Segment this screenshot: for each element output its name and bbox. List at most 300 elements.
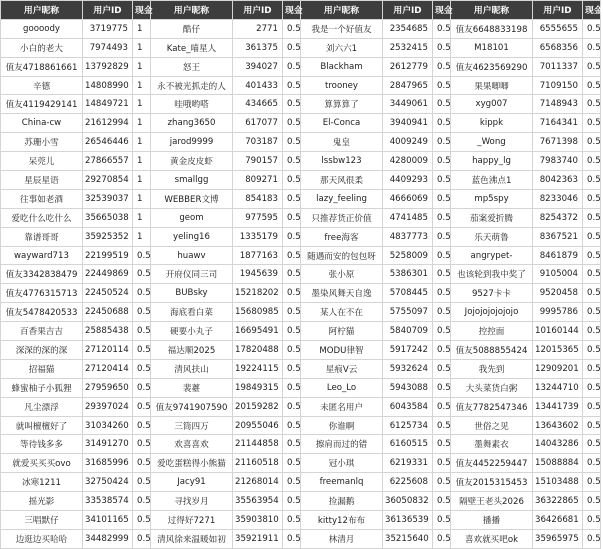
cash-cell: 0.5 (583, 208, 601, 227)
cash-cell: 0.5 (283, 114, 301, 133)
user-id-cell: 2612779 (383, 57, 433, 76)
nickname-cell: 永不被光抓走的人 (151, 76, 233, 95)
cash-cell: 0.5 (133, 454, 151, 473)
user-id-cell: 27866557 (83, 152, 133, 171)
column-header: 用户昵称 (151, 1, 233, 20)
nickname-cell: kitty12布布 (301, 511, 383, 530)
user-id-cell: 32539037 (83, 189, 133, 208)
user-id-cell: 34101165 (83, 511, 133, 530)
user-id-cell: 13643602 (533, 416, 583, 435)
cash-cell: 0.5 (583, 76, 601, 95)
cash-cell: 0.5 (433, 435, 451, 454)
table-row (1, 133, 601, 152)
cash-cell: 0.5 (133, 529, 151, 548)
cash-cell: 0.5 (283, 359, 301, 378)
cash-cell: 0.5 (433, 265, 451, 284)
nickname-cell: 爱吃什么吃什么 (1, 208, 83, 227)
user-id-cell: 9105004 (533, 265, 583, 284)
user-id-cell: 434665 (233, 95, 283, 114)
user-id-cell: 27959650 (83, 378, 133, 397)
cash-cell: 0.5 (283, 152, 301, 171)
user-id-cell: 5755097 (383, 303, 433, 322)
nickname-cell: 往事如老酒 (1, 189, 83, 208)
table-row (1, 322, 601, 341)
table-row (1, 511, 601, 530)
cash-cell: 0.5 (583, 38, 601, 57)
cash-cell: 0.5 (133, 246, 151, 265)
user-id-cell: 36136539 (383, 511, 433, 530)
user-id-cell: 6555655 (533, 19, 583, 38)
user-id-cell: 9520458 (533, 284, 583, 303)
cash-cell: 0.5 (583, 133, 601, 152)
nickname-cell: China-cw (1, 114, 83, 133)
nickname-cell: Jacy91 (151, 473, 233, 492)
nickname-cell: 值友4119429141 (1, 95, 83, 114)
user-id-cell: 4280009 (383, 152, 433, 171)
column-header: 用户昵称 (451, 1, 533, 20)
user-id-cell: 8461879 (533, 246, 583, 265)
cash-cell: 0.5 (133, 265, 151, 284)
user-id-cell: 4409293 (383, 171, 433, 190)
user-id-cell: 21160518 (233, 454, 283, 473)
user-id-cell: 4009249 (383, 133, 433, 152)
table-row (1, 265, 601, 284)
user-id-cell: 31685996 (83, 454, 133, 473)
nickname-cell: 怒王 (151, 57, 233, 76)
cash-cell: 0.5 (283, 511, 301, 530)
nickname-cell: _Wong (451, 133, 533, 152)
nickname-cell: M18101 (451, 38, 533, 57)
nickname-cell: 值友6648833198 (451, 19, 533, 38)
cash-cell: 0.5 (283, 133, 301, 152)
user-id-cell: 35215640 (383, 529, 433, 548)
nickname-cell: 凡尘漂浮 (1, 397, 83, 416)
nickname-cell: 小白的老大 (1, 38, 83, 57)
user-id-cell: 854183 (233, 189, 283, 208)
cash-cell: 0.5 (583, 492, 601, 511)
table-row (1, 171, 601, 190)
cash-cell: 0.5 (283, 378, 301, 397)
user-id-cell: 12909201 (533, 359, 583, 378)
cash-cell: 0.5 (433, 529, 451, 548)
nickname-cell: 喜欢就买吧ok (451, 529, 533, 548)
nickname-cell: 爱吃蛋糕得小熊猫 (151, 454, 233, 473)
cash-cell: 0.5 (583, 435, 601, 454)
table-row (1, 492, 601, 511)
cash-cell: 1 (133, 114, 151, 133)
nickname-cell: Kate_喵星人 (151, 38, 233, 57)
user-id-cell: 1945639 (233, 265, 283, 284)
column-header: 现金 (133, 1, 151, 20)
table-row (1, 189, 601, 208)
nickname-cell: WEBBER文博 (151, 189, 233, 208)
cash-cell: 0.5 (283, 454, 301, 473)
nickname-cell: 冠小琪 (301, 454, 383, 473)
user-id-cell: 361375 (233, 38, 283, 57)
nickname-cell: 只推荐货正价值 (301, 208, 383, 227)
nickname-cell: wayward713 (1, 246, 83, 265)
table-row (1, 378, 601, 397)
user-id-cell: 2771 (233, 19, 283, 38)
cash-cell: 0.5 (583, 378, 601, 397)
nickname-cell: 蓝色沸点1 (451, 171, 533, 190)
cash-cell: 0.5 (133, 341, 151, 360)
user-id-cell: 7109150 (533, 76, 583, 95)
nickname-cell: 播播 (451, 511, 533, 530)
cash-cell: 1 (133, 57, 151, 76)
user-id-cell: 27120114 (83, 341, 133, 360)
nickname-cell: MODU律智 (301, 341, 383, 360)
cash-cell: 0.5 (583, 322, 601, 341)
cash-cell: 0.5 (583, 57, 601, 76)
nickname-cell: 值友3342838479 (1, 265, 83, 284)
user-id-cell: 33538574 (83, 492, 133, 511)
cash-cell: 0.5 (133, 492, 151, 511)
nickname-cell: 算算算了 (301, 95, 383, 114)
user-id-cell: 617077 (233, 114, 283, 133)
nickname-cell: 值友9741907590 (151, 397, 233, 416)
nickname-cell: 擦肩而过的错 (301, 435, 383, 454)
user-id-cell: 7011337 (533, 57, 583, 76)
nickname-cell: 值友7782547346 (451, 397, 533, 416)
cash-cell: 0.5 (433, 76, 451, 95)
column-header: 用户ID (83, 1, 133, 20)
user-id-cell: 29270854 (83, 171, 133, 190)
table-body (1, 19, 601, 548)
user-id-cell: 20955046 (233, 416, 283, 435)
cash-cell: 0.5 (283, 189, 301, 208)
cash-cell: 0.5 (433, 511, 451, 530)
nickname-cell: 欢喜喜欢 (151, 435, 233, 454)
nickname-cell: zhang3650 (151, 114, 233, 133)
cash-cell: 0.5 (283, 492, 301, 511)
cash-cell: 1 (133, 133, 151, 152)
cash-cell: 0.5 (133, 303, 151, 322)
user-id-cell: 35965975 (533, 529, 583, 548)
user-id-cell: 10160144 (533, 322, 583, 341)
table-row (1, 473, 601, 492)
nickname-cell: 我先到 (451, 359, 533, 378)
cash-cell: 1 (133, 189, 151, 208)
user-id-cell: 29397024 (83, 397, 133, 416)
nickname-cell: 值友2015315453 (451, 473, 533, 492)
user-id-cell: 8233046 (533, 189, 583, 208)
cash-cell: 0.5 (433, 171, 451, 190)
nickname-cell: 裴薹 (151, 378, 233, 397)
nickname-cell: angrypet- (451, 246, 533, 265)
table-row (1, 454, 601, 473)
cash-cell: 0.5 (433, 152, 451, 171)
table-row (1, 529, 601, 548)
table-row (1, 227, 601, 246)
nickname-cell: mp5spy (451, 189, 533, 208)
cash-cell: 0.5 (133, 511, 151, 530)
nickname-cell: 捡漏鹅 (301, 492, 383, 511)
user-id-cell: 790157 (233, 152, 283, 171)
nickname-cell: 黄金皮皮虾 (151, 152, 233, 171)
cash-cell: 0.5 (433, 454, 451, 473)
nickname-cell: 果果唧唧 (451, 76, 533, 95)
nickname-cell: jarod9999 (151, 133, 233, 152)
nickname-cell: 值友4623569290 (451, 57, 533, 76)
user-id-cell: 394027 (233, 57, 283, 76)
cash-cell: 0.5 (583, 19, 601, 38)
user-id-cell: 34482999 (83, 529, 133, 548)
nickname-cell: 清风徐来温暖如初 (151, 529, 233, 548)
cash-cell: 0.5 (283, 171, 301, 190)
cash-cell: 0.5 (133, 435, 151, 454)
user-id-cell: 6219331 (383, 454, 433, 473)
cash-cell: 0.5 (283, 322, 301, 341)
user-id-cell: 14808990 (83, 76, 133, 95)
cash-cell: 0.5 (433, 57, 451, 76)
user-id-cell: 8042363 (533, 171, 583, 190)
user-id-cell: 25885438 (83, 322, 133, 341)
nickname-cell: 刘六六1 (301, 38, 383, 57)
user-id-cell: 15103488 (533, 473, 583, 492)
cash-cell: 1 (133, 171, 151, 190)
user-id-cell: 7148943 (533, 95, 583, 114)
nickname-cell: BUBsky (151, 284, 233, 303)
nickname-cell: 寻找岁月 (151, 492, 233, 511)
cash-cell: 0.5 (433, 208, 451, 227)
nickname-cell: 靠谱哥哥 (1, 227, 83, 246)
table-header-row (1, 1, 601, 20)
user-id-cell: 22199519 (83, 246, 133, 265)
cash-cell: 0.5 (583, 303, 601, 322)
cash-cell: 0.5 (283, 397, 301, 416)
user-id-cell: 977595 (233, 208, 283, 227)
nickname-cell: 等待钱多多 (1, 435, 83, 454)
nickname-cell: trooney (301, 76, 383, 95)
table-row (1, 95, 601, 114)
user-id-cell: 21144858 (233, 435, 283, 454)
cash-cell: 0.5 (133, 284, 151, 303)
user-id-cell: 6160515 (383, 435, 433, 454)
column-header: 用户昵称 (1, 1, 83, 20)
nickname-cell: 也该轮到我中奖了 (451, 265, 533, 284)
table-row (1, 38, 601, 57)
cash-cell: 0.5 (433, 189, 451, 208)
user-id-cell: 4741485 (383, 208, 433, 227)
column-header: 现金 (583, 1, 601, 20)
cash-cell: 0.5 (433, 359, 451, 378)
cash-cell: 0.5 (583, 284, 601, 303)
table-row (1, 152, 601, 171)
table-row (1, 114, 601, 133)
cash-cell: 0.5 (283, 208, 301, 227)
nickname-cell: 招福猫 (1, 359, 83, 378)
cash-cell: 0.5 (433, 416, 451, 435)
user-id-cell: 1335179 (233, 227, 283, 246)
cash-cell: 0.5 (433, 246, 451, 265)
cash-cell: 0.5 (583, 454, 601, 473)
cash-cell: 0.5 (433, 133, 451, 152)
user-id-cell: 5708445 (383, 284, 433, 303)
nickname-cell: 值友4718861661 (1, 57, 83, 76)
user-id-cell: 7974493 (83, 38, 133, 57)
user-id-cell: 13244710 (533, 378, 583, 397)
nickname-cell: 墨染风舞天自逸 (301, 284, 383, 303)
nickname-cell: El-Conca (301, 114, 383, 133)
cash-cell: 0.5 (583, 171, 601, 190)
user-id-cell: 809271 (233, 171, 283, 190)
cash-cell: 0.5 (583, 189, 601, 208)
user-id-cell: 5932624 (383, 359, 433, 378)
user-id-cell: 35563954 (233, 492, 283, 511)
cash-cell: 0.5 (583, 511, 601, 530)
cash-cell: 0.5 (433, 473, 451, 492)
nickname-cell: happy_lg (451, 152, 533, 171)
user-id-cell: 6568356 (533, 38, 583, 57)
user-id-cell: 22450524 (83, 284, 133, 303)
column-header: 用户ID (233, 1, 283, 20)
table-row (1, 416, 601, 435)
cash-cell: 0.5 (133, 473, 151, 492)
cash-cell: 1 (133, 208, 151, 227)
cash-cell: 0.5 (283, 265, 301, 284)
cash-cell: 0.5 (583, 341, 601, 360)
cash-cell: 0.5 (283, 284, 301, 303)
nickname-cell: 隔壁王老头2026 (451, 492, 533, 511)
cash-cell: 0.5 (583, 152, 601, 171)
cash-cell: 0.5 (583, 473, 601, 492)
table-row (1, 19, 601, 38)
user-id-cell: 17820488 (233, 341, 283, 360)
cash-cell: 0.5 (583, 265, 601, 284)
cash-cell: 0.5 (583, 529, 601, 548)
user-id-cell: 35903810 (233, 511, 283, 530)
nickname-cell: 值友5088855424 (451, 341, 533, 360)
nickname-cell: 硬要小丸子 (151, 322, 233, 341)
user-id-cell: 2532415 (383, 38, 433, 57)
nickname-cell: 张小原 (301, 265, 383, 284)
user-id-cell: 14849721 (83, 95, 133, 114)
cash-cell: 0.5 (283, 95, 301, 114)
user-id-cell: 15088884 (533, 454, 583, 473)
user-id-cell: 12015365 (533, 341, 583, 360)
cash-cell: 1 (133, 38, 151, 57)
user-id-cell: 5943088 (383, 378, 433, 397)
table-row (1, 435, 601, 454)
nickname-cell: 过得好7271 (151, 511, 233, 530)
nickname-cell: goooody (1, 19, 83, 38)
user-id-cell: 703187 (233, 133, 283, 152)
column-header: 现金 (283, 1, 301, 20)
cash-cell: 0.5 (283, 227, 301, 246)
cash-cell: 0.5 (133, 359, 151, 378)
cash-cell: 0.5 (283, 473, 301, 492)
cash-cell: 0.5 (583, 416, 601, 435)
cash-cell: 0.5 (433, 322, 451, 341)
cash-cell: 0.5 (433, 492, 451, 511)
nickname-cell: smallgg (151, 171, 233, 190)
cash-cell: 0.5 (133, 322, 151, 341)
user-id-cell: 35921911 (233, 529, 283, 548)
column-header: 用户昵称 (301, 1, 383, 20)
cash-cell: 0.5 (283, 246, 301, 265)
cash-cell: 0.5 (433, 38, 451, 57)
nickname-cell: 未匿名用户 (301, 397, 383, 416)
column-header: 现金 (433, 1, 451, 20)
user-id-cell: 7671398 (533, 133, 583, 152)
cash-cell: 0.5 (433, 378, 451, 397)
nickname-cell: 清风扶山 (151, 359, 233, 378)
user-id-cell: 26546446 (83, 133, 133, 152)
user-id-cell: 27120414 (83, 359, 133, 378)
nickname-cell: 深深的深的深 (1, 341, 83, 360)
nickname-cell: 随遇而安的包包呀 (301, 246, 383, 265)
nickname-cell: 阿柠猫 (301, 322, 383, 341)
nickname-cell: kippk (451, 114, 533, 133)
user-id-cell: 5386301 (383, 265, 433, 284)
cash-cell: 0.5 (283, 38, 301, 57)
user-id-cell: 8367521 (533, 227, 583, 246)
user-id-cell: 16695491 (233, 322, 283, 341)
table-row (1, 341, 601, 360)
cash-cell: 0.5 (283, 57, 301, 76)
nickname-cell: 三唱默仔 (1, 511, 83, 530)
user-id-cell: 4837773 (383, 227, 433, 246)
nickname-cell: 值友4452259447 (451, 454, 533, 473)
nickname-cell: 苏珊小雪 (1, 133, 83, 152)
nickname-cell: freemanlq (301, 473, 383, 492)
nickname-cell: 福达顺2025 (151, 341, 233, 360)
nickname-cell: 世俗之见 (451, 416, 533, 435)
nickname-cell: lazy_feeling (301, 189, 383, 208)
cash-cell: 1 (133, 76, 151, 95)
nickname-cell: 鬼皇 (301, 133, 383, 152)
nickname-cell: Leo_Lo (301, 378, 383, 397)
user-id-cell: 36426681 (533, 511, 583, 530)
user-id-cell: 15680985 (233, 303, 283, 322)
nickname-cell: 海底看白菜 (151, 303, 233, 322)
cash-cell: 0.5 (283, 341, 301, 360)
user-id-cell: 20159282 (233, 397, 283, 416)
nickname-cell: 值友5478420533 (1, 303, 83, 322)
nickname-cell: 乐天萌鲁 (451, 227, 533, 246)
user-id-cell: 9995786 (533, 303, 583, 322)
user-id-cell: 7983740 (533, 152, 583, 171)
nickname-cell: 那天风很柔 (301, 171, 383, 190)
nickname-cell: 呆莞儿 (1, 152, 83, 171)
nickname-cell: 就爱买买买ovo (1, 454, 83, 473)
nickname-cell: 哇哦哟嗒 (151, 95, 233, 114)
nickname-cell: 我是一个好值友 (301, 19, 383, 38)
cash-cell: 1 (133, 95, 151, 114)
nickname-cell: geom (151, 208, 233, 227)
cash-cell: 0.5 (433, 397, 451, 416)
table-row (1, 397, 601, 416)
nickname-cell: 冰寒1211 (1, 473, 83, 492)
cash-cell: 0.5 (133, 416, 151, 435)
table-row (1, 359, 601, 378)
cash-cell: 0.5 (283, 435, 301, 454)
nickname-cell: free海客 (301, 227, 383, 246)
nickname-cell: 三筒四万 (151, 416, 233, 435)
table-row (1, 284, 601, 303)
user-id-cell: 1877163 (233, 246, 283, 265)
nickname-cell: 墨舞素衣 (451, 435, 533, 454)
cash-cell: 0.5 (433, 303, 451, 322)
cash-cell: 0.5 (583, 227, 601, 246)
user-id-cell: 35925352 (83, 227, 133, 246)
cash-cell: 1 (133, 152, 151, 171)
user-id-cell: 13441739 (533, 397, 583, 416)
cash-cell: 0.5 (433, 341, 451, 360)
user-id-cell: 4666069 (383, 189, 433, 208)
user-id-cell: 5258009 (383, 246, 433, 265)
